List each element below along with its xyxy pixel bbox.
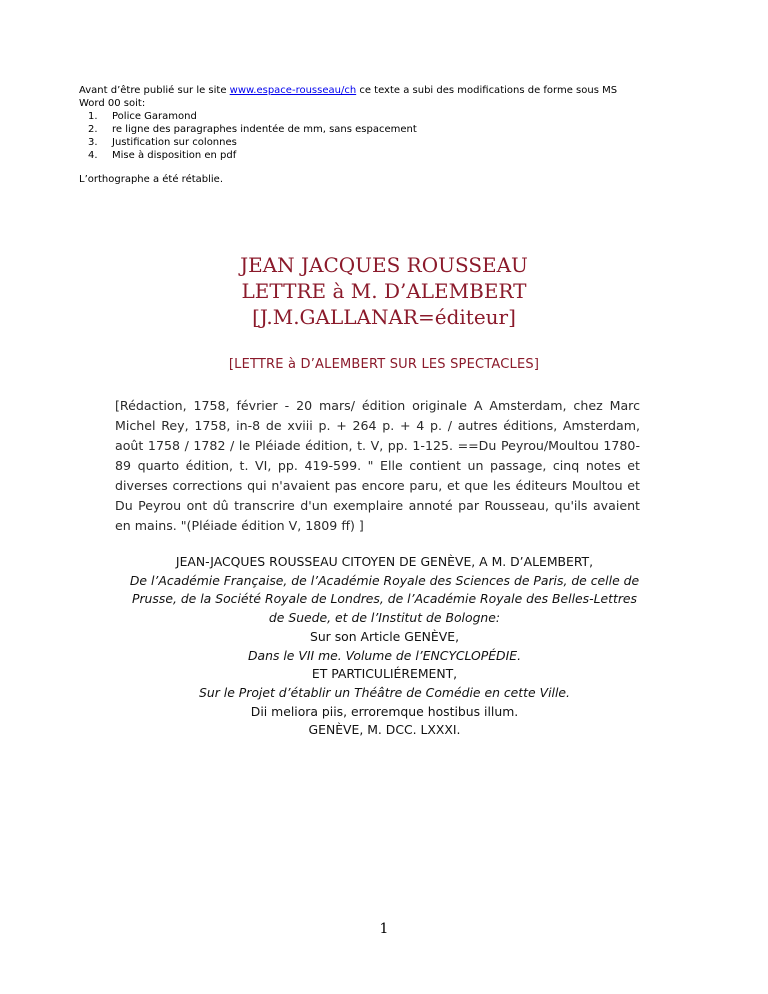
list-text: Mise à disposition en pdf (112, 150, 237, 161)
list-text: re ligne des paragraphes indentée de mm, sans espacement (112, 124, 417, 135)
dedication-imprint: GENÈVE, M. DCC. LXXXI. (308, 722, 461, 738)
document-title (0, 252, 768, 330)
note-line1-suffix: ce texte a subi des modifications de forme sous MS (356, 85, 618, 96)
modification-list (79, 110, 679, 162)
note-intro (79, 84, 679, 97)
list-item (79, 123, 679, 136)
list-number: 3. (88, 137, 98, 148)
dedication-line: De l’Académie Française, de l’Académie Royale des Sciences de Paris, de celle de (129, 572, 640, 588)
title-work: LETTRE à M. D’ALEMBERT (241, 279, 527, 303)
list-number: 2. (88, 124, 98, 135)
section-heading: [LETTRE à D’ALEMBERT SUR LES SPECTACLES] (228, 357, 540, 372)
list-text: Police Garamond (112, 111, 197, 122)
note-line1-prefix: Avant d’être publié sur le site (79, 85, 230, 96)
dedication-line: Sur son Article GENÈVE, (309, 628, 460, 644)
page-number: 1 (379, 921, 389, 937)
dedication-line: ET PARTICULIÉREMENT, (311, 666, 458, 682)
espace-rousseau-link[interactable]: www.espace-rousseau/ch (229, 85, 357, 96)
dedication-line: Dans le VII me. Volume de l’ENCYCLOPÉDIE. (247, 647, 522, 663)
title-editor: [J.M.GALLANAR=éditeur] (252, 305, 516, 329)
orthography-note: L’orthographe a été rétablie. (79, 174, 223, 185)
dedication-epigraph: Dii meliora piis, erroremque hostibus illum. (250, 703, 519, 719)
dedication-line: Sur le Projet d’établir un Théâtre de Comédie en cette Ville. (199, 684, 570, 700)
dedication-line: JEAN-JACQUES ROUSSEAU CITOYEN DE GENÈVE, A M. D’ALEMBERT, (175, 554, 594, 569)
dedication-line: de Suede, et de l’Institut de Bologne: (268, 610, 501, 626)
dedication-line: Prusse, de la Société Royale de Londres, de l’Académie Royale des Belles-Lettres (131, 591, 637, 607)
title-author: JEAN JACQUES ROUSSEAU (240, 253, 528, 277)
note-line2: Word 00 soit: (79, 98, 146, 109)
list-text: Justification sur colonnes (112, 137, 237, 148)
list-number: 4. (88, 150, 98, 161)
list-item (79, 110, 679, 123)
editorial-note (79, 84, 679, 186)
list-number: 1. (88, 111, 98, 122)
list-item (79, 136, 679, 149)
intro-paragraph: [Rédaction, 1758, février - 20 mars/ édition originale A Amsterdam, chez Marc Michel Rey, 1758, in-8 de xviii p. + 264 p. + 4 p. / autres éditions, Amsterdam, août 1758 / 1782 / le Pléiade édition, t. V, pp. 1-125. ==Du Peyrou/Moultou 1780-89 quarto édition, t. VI, pp. 419-599. " Elle contient un passage, cinq notes et diverses corrections qui n'avaient pas encore paru, et que les éditeurs Moultou et Du Peyrou ont dû transcrire d'un exemplaire annoté par Rousseau, qu'ils avaient en mains. "(Pléiade édition V, 1809 ff) ] (115, 398, 640, 533)
dedication-block (111, 553, 658, 740)
list-item (79, 149, 679, 162)
